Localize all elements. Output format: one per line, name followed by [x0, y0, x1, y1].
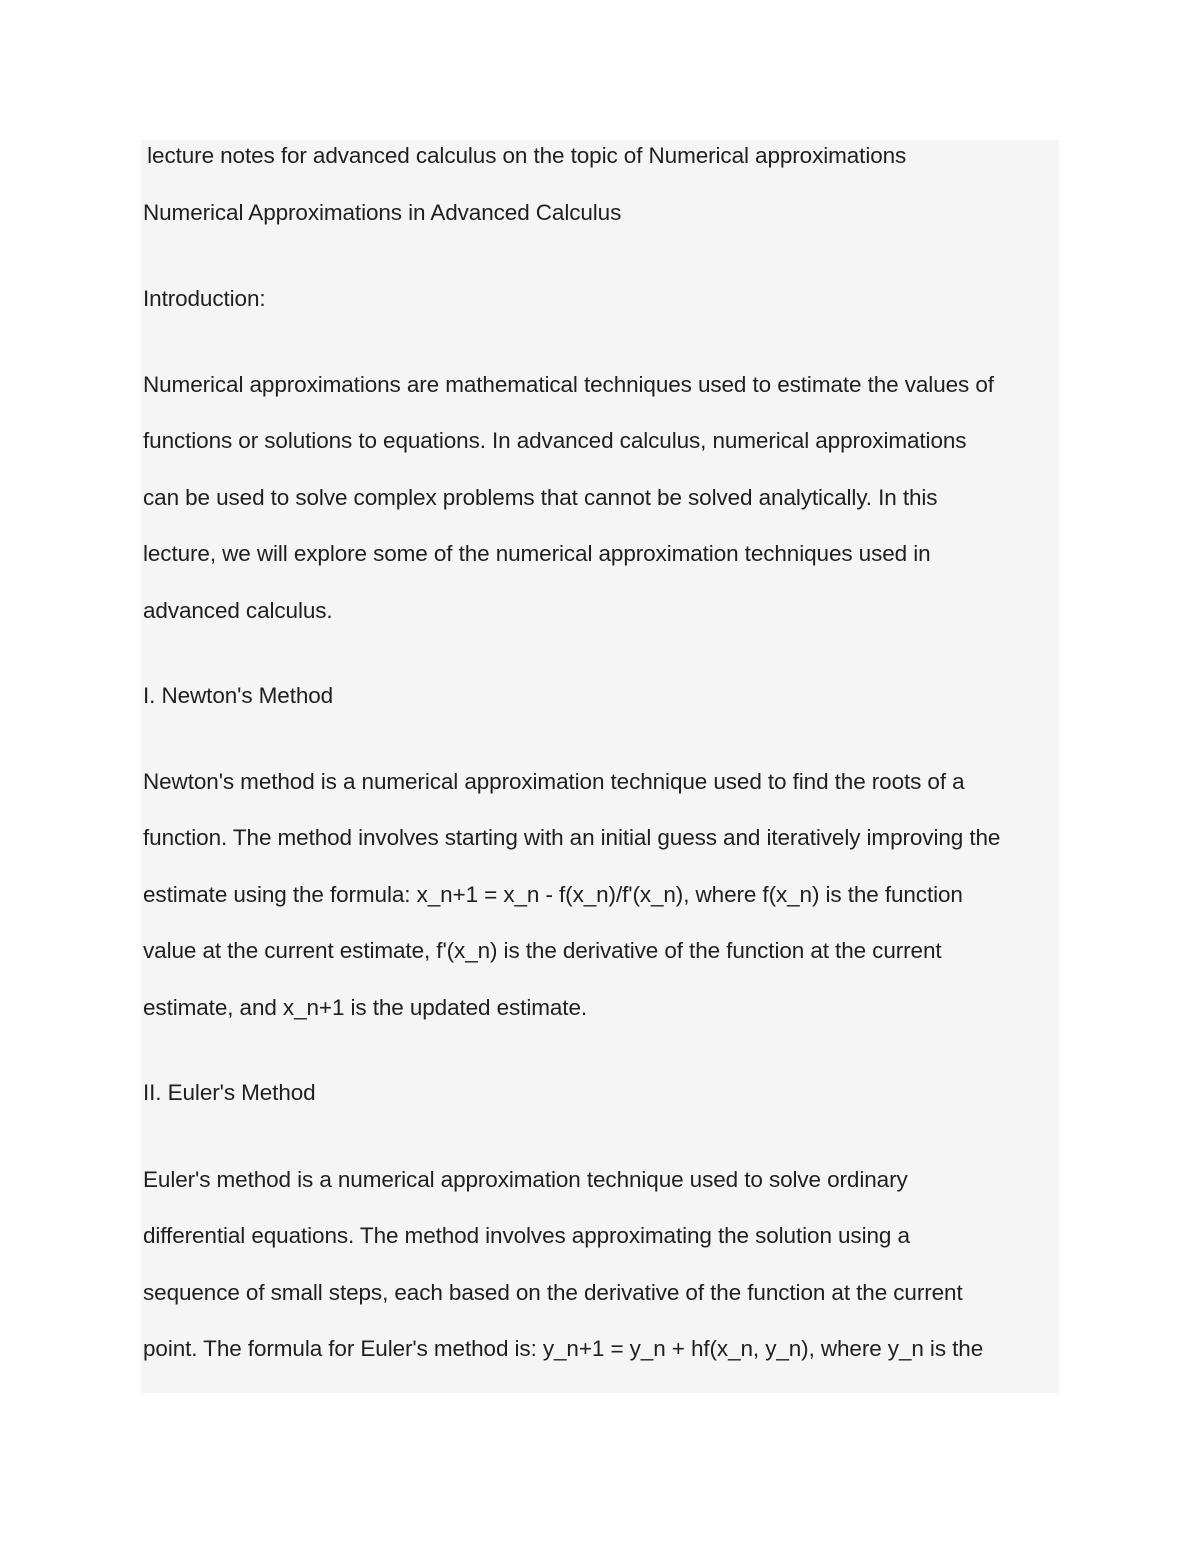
section-heading-newton: I. Newton's Method	[143, 683, 334, 708]
newton-line: function. The method involves starting with an initial guess and iteratively improving the	[143, 825, 1001, 850]
newton-line: estimate using the formula: x_n+1 = x_n - f(x_n)/f'(x_n), where f(x_n) is the function	[143, 882, 963, 907]
intro-line: lecture, we will explore some of the numerical approximation techniques used in	[143, 541, 931, 566]
header-line: lecture notes for advanced calculus on the topic of Numerical approximations	[141, 143, 907, 168]
newton-line: Newton's method is a numerical approximation technique used to find the roots of a	[143, 769, 965, 794]
intro-line: Numerical approximations are mathematical techniques used to estimate the values of	[143, 372, 994, 397]
document-title: Numerical Approximations in Advanced Calculus	[143, 200, 622, 225]
euler-line: differential equations. The method involves approximating the solution using a	[143, 1223, 910, 1248]
intro-line: can be used to solve complex problems that cannot be solved analytically. In this	[143, 485, 938, 510]
intro-line: functions or solutions to equations. In advanced calculus, numerical approximations	[143, 428, 967, 453]
newton-line: value at the current estimate, f'(x_n) is the derivative of the function at the current	[143, 938, 942, 963]
newton-line: estimate, and x_n+1 is the updated estimate.	[143, 995, 588, 1020]
euler-line: Euler's method is a numerical approximation technique used to solve ordinary	[143, 1167, 908, 1192]
euler-line: sequence of small steps, each based on the derivative of the function at the current	[143, 1280, 963, 1305]
intro-line: advanced calculus.	[143, 598, 333, 623]
section-heading-euler: II. Euler's Method	[143, 1080, 316, 1105]
intro-heading: Introduction:	[143, 286, 266, 311]
euler-line: point. The formula for Euler's method is: y_n+1 = y_n + hf(x_n, y_n), where y_n is the	[143, 1336, 984, 1361]
